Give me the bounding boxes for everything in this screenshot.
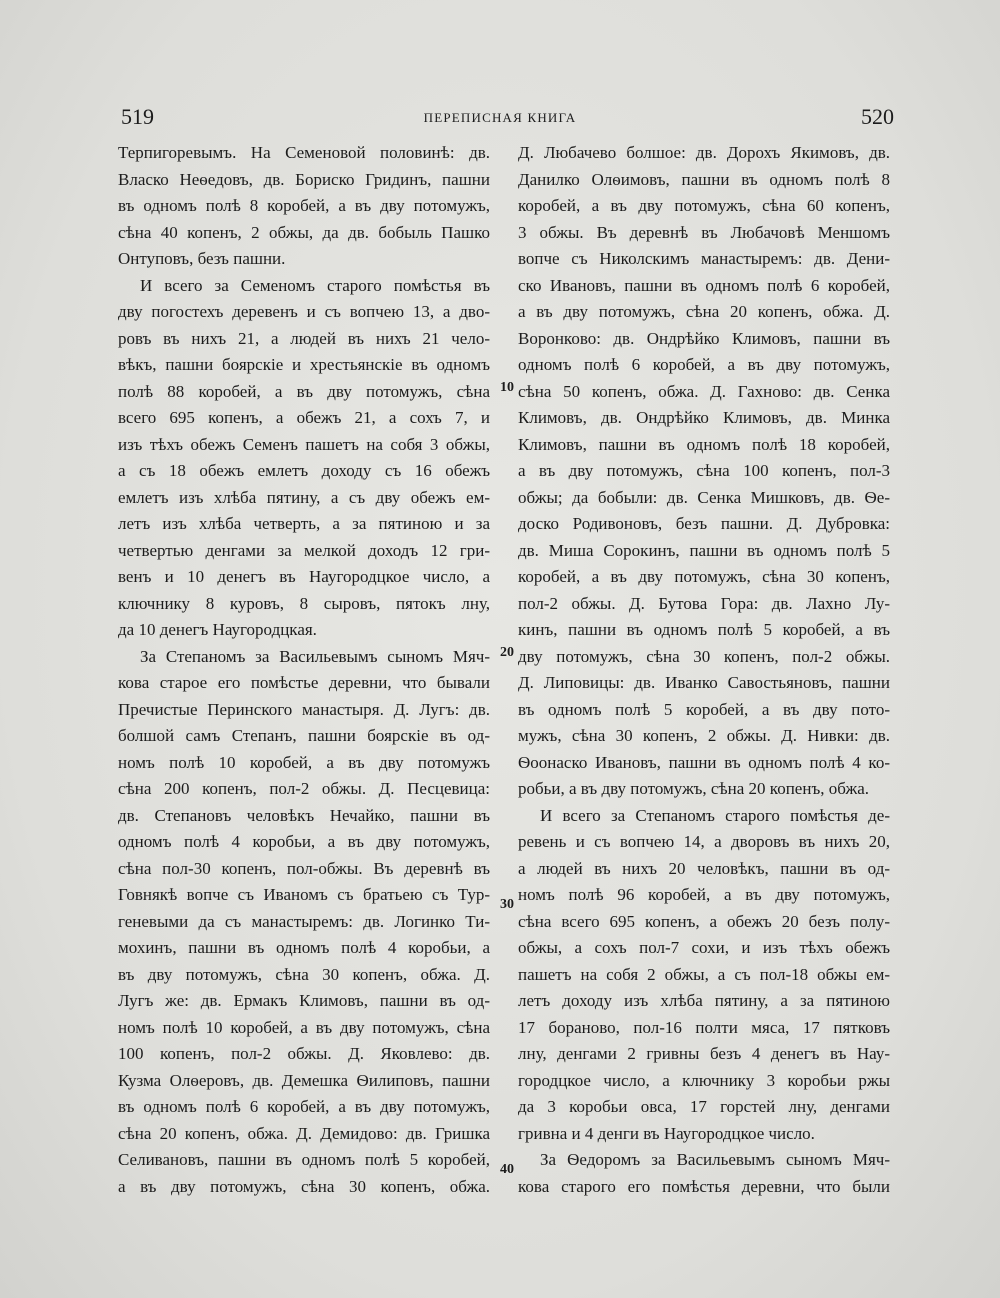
text-line: четвертью денгами за мелкой доходъ 12 гри- bbox=[118, 540, 490, 560]
text-line: обжы; да бобыли: дв. Сенка Мишковъ, дв. Ѳе- bbox=[518, 487, 890, 507]
text-line: И всего за Семеномъ старого помѣстья въ bbox=[140, 275, 490, 295]
text-line: сѣна 50 копенъ, обжа. Д. Гахново: дв. Сенка bbox=[518, 381, 890, 401]
text-line: изъ тѣхъ обежъ Семенъ пашетъ на собя 3 обжы, bbox=[118, 434, 490, 454]
text-line: ско Ивановъ, пашни въ одномъ полѣ 6 коробей, bbox=[518, 275, 890, 295]
text-line: номъ полѣ 10 коробей, а въ дву потомужъ bbox=[118, 752, 490, 772]
text-line: а въ дву потомужъ, сѣна 30 копенъ, обжа. bbox=[118, 1176, 490, 1196]
text-line: въ дву потомужъ, сѣна 30 копенъ, обжа. Д. bbox=[118, 964, 490, 984]
line-number: 30 bbox=[500, 897, 514, 912]
text-line: Воронково: дв. Ондрѣйко Климовъ, пашни въ bbox=[518, 328, 890, 348]
text-line: полѣ 88 коробей, а въ дву потомужъ, сѣна bbox=[118, 381, 490, 401]
text-line: Климовъ, дв. Ондрѣйко Климовъ, дв. Минка bbox=[518, 408, 890, 427]
text-line: робьи, а въ дву потомужъ, сѣна 20 копенъ, обжа. bbox=[518, 779, 869, 798]
text-line: пол-2 обжы. Д. Бутова Гора: дв. Лахно Лу- bbox=[518, 593, 890, 613]
text-line: Власко Неѳедовъ, дв. Бориско Гридинъ, пашни bbox=[118, 169, 490, 189]
text-line: вопче съ Николскимъ манастыремъ: дв. Дени- bbox=[518, 249, 890, 268]
text-line: дв. Миша Сорокинъ, пашни въ одномъ полѣ 5 bbox=[518, 540, 890, 560]
text-line: въ одномъ полѣ 8 коробей, а въ дву потомужъ, bbox=[118, 196, 490, 215]
text-line: венъ и 10 денегъ въ Наугородцкое число, а bbox=[118, 567, 490, 586]
text-line: Пречистые Перинского манастыря. Д. Лугъ: дв. bbox=[118, 699, 490, 719]
text-line: дву погостехъ деревенъ и съ вопчею 13, а дво- bbox=[118, 302, 490, 321]
text-line: номъ полѣ 96 коробей, а въ дву потомужъ, bbox=[518, 885, 890, 904]
running-title: ПЕРЕПИСНАЯ КНИГА bbox=[423, 110, 577, 125]
text-line: За Степаномъ за Васильевымъ сыномъ Мяч- bbox=[140, 646, 490, 666]
text-line: дв. Степановъ человѣкъ Нечайко, пашни въ bbox=[118, 805, 490, 825]
text-line: всего 695 копенъ, а обежъ 21, а сохъ 7, и bbox=[118, 408, 490, 427]
text-line: кова старого его помѣстья деревни, что были bbox=[518, 1176, 890, 1196]
text-line: Терпигоревымъ. На Семеновой половинѣ: дв. bbox=[118, 143, 490, 162]
text-line: мужъ, сѣна 30 копенъ, 2 обжы. Д. Нивки: дв. bbox=[518, 726, 890, 745]
text-line: номъ полѣ 10 коробей, а въ дву потомужъ, сѣна bbox=[118, 1017, 490, 1037]
text-line: Ѳоонаско Ивановъ, пашни въ одномъ полѣ 4 ко- bbox=[518, 752, 890, 772]
text-line: ключнику 8 куровъ, 8 сыровъ, пятокъ лну, bbox=[118, 593, 490, 613]
text-line: коробей, а въ дву потомужъ, сѣна 60 копенъ, bbox=[518, 196, 890, 215]
text-line: За Ѳедоромъ за Васильевымъ сыномъ Мяч- bbox=[540, 1150, 890, 1169]
text-line: ровъ въ нихъ 21, а людей въ нихъ 21 чело- bbox=[118, 328, 490, 348]
text-line: кова старое его помѣстье деревни, что бывали bbox=[118, 673, 490, 692]
text-line: одномъ полѣ 4 коробьи, а въ дву потомужъ, bbox=[118, 832, 490, 851]
text-line: Д. Липовицы: дв. Иванко Савостьяновъ, пашни bbox=[518, 673, 890, 692]
text-line: въ одномъ полѣ 5 коробей, а въ дву пото- bbox=[518, 699, 890, 719]
text-line: кинъ, пашни въ одномъ полѣ 5 коробей, а въ bbox=[518, 620, 890, 639]
text-line: Кузма Олѳеровъ, дв. Демешка Ѳилиповъ, пашни bbox=[118, 1070, 490, 1090]
text-line: доско Родивоновъ, безъ пашни. Д. Дубровка: bbox=[518, 514, 890, 533]
text-line: летъ доходу изъ хлѣба пятину, а за пятиною bbox=[518, 991, 890, 1010]
text-line: лну, денгами 2 гривны безъ 4 денегъ въ Нау- bbox=[518, 1044, 890, 1063]
text-line: городцкое число, а ключнику 3 коробьи ржы bbox=[518, 1070, 890, 1090]
text-line: Говнякѣ вопче съ Иваномъ съ братьею съ Тур- bbox=[118, 885, 490, 904]
text-line: сѣна 20 копенъ, обжа. Д. Демидово: дв. Гришка bbox=[118, 1123, 490, 1143]
text-line: ревень и съ вопчею 14, а дворовъ въ нихъ 20, bbox=[518, 832, 890, 851]
text-line: геневыми да съ манастыремъ: дв. Логинко Ти- bbox=[118, 911, 490, 931]
text-line: да 10 денегъ Наугородцкая. bbox=[118, 620, 317, 639]
left-column bbox=[118, 140, 490, 1200]
text-line: а людей въ нихъ 20 человѣкъ, пашни въ од- bbox=[518, 858, 890, 878]
text-line: пашетъ на собя 2 обжы, а съ пол-18 обжы ем- bbox=[518, 964, 890, 984]
text-line: а съ 18 обежъ емлетъ доходу съ 16 обежъ bbox=[118, 461, 490, 480]
text-line: сѣна всего 695 копенъ, а обежъ 20 безъ полу- bbox=[518, 911, 890, 931]
text-line: Селивановъ, пашни въ одномъ полѣ 5 коробей, bbox=[118, 1150, 490, 1169]
text-line: обжы, а сохъ пол-7 сохи, и изъ тѣхъ обежъ bbox=[518, 938, 890, 957]
text-line: одномъ полѣ 6 коробей, а въ дву потомужъ, bbox=[518, 355, 890, 374]
text-line: Д. Любачево болшое: дв. Дорохъ Якимовъ, дв. bbox=[518, 143, 890, 162]
page-header bbox=[0, 104, 1000, 136]
text-line: Лугъ же: дв. Ермакъ Климовъ, пашни въ од- bbox=[118, 991, 490, 1010]
right-column bbox=[518, 140, 890, 1200]
text-line: коробей, а въ дву потомужъ, сѣна 30 копенъ, bbox=[518, 567, 890, 586]
line-number: 10 bbox=[500, 380, 514, 395]
text-line: Данилко Олѳимовъ, пашни въ одномъ полѣ 8 bbox=[518, 169, 890, 189]
line-number: 40 bbox=[500, 1162, 514, 1177]
text-line: гривна и 4 денги въ Наугородцкое число. bbox=[518, 1123, 815, 1143]
text-line: болшой самъ Степанъ, пашни боярскіе въ од- bbox=[118, 726, 490, 745]
text-line: 17 бораново, пол-16 полти мяса, 17 пятковъ bbox=[518, 1017, 890, 1037]
text-line: а въ дву потомужъ, сѣна 20 копенъ, обжа. Д. bbox=[518, 302, 890, 321]
left-page-number: 519 bbox=[121, 104, 154, 129]
text-line: сѣна пол-30 копенъ, пол-обжы. Въ деревнѣ въ bbox=[118, 858, 490, 878]
text-line: мохинъ, пашни въ одномъ полѣ 4 коробьи, а bbox=[118, 938, 490, 957]
text-line: вѣкъ, пашни боярскіе и хрестьянскіе въ одномъ bbox=[118, 355, 490, 374]
text-line: дву потомужъ, сѣна 30 копенъ, пол-2 обжы. bbox=[518, 646, 890, 666]
text-line: емлетъ изъ хлѣба пятину, а съ дву обежъ ем- bbox=[118, 487, 490, 507]
text-line: Климовъ, пашни въ одномъ полѣ 18 коробей, bbox=[518, 434, 890, 454]
text-line: сѣна 40 копенъ, 2 обжы, да дв. бобыль Пашко bbox=[118, 222, 490, 242]
text-line: И всего за Степаномъ старого помѣстья де- bbox=[540, 805, 890, 825]
right-page-number: 520 bbox=[861, 104, 894, 129]
text-line: летъ изъ хлѣба четверть, а за пятиною и за bbox=[118, 514, 490, 533]
text-line: а въ дву потомужъ, сѣна 100 копенъ, пол-3 bbox=[518, 461, 890, 480]
text-line: 100 копенъ, пол-2 обжы. Д. Яковлево: дв. bbox=[118, 1044, 490, 1063]
text-line: въ одномъ полѣ 6 коробей, а въ дву потомужъ, bbox=[118, 1097, 490, 1116]
line-number: 20 bbox=[500, 645, 514, 660]
text-line: Онтуповъ, безъ пашни. bbox=[118, 249, 286, 268]
text-line: 3 обжы. Въ деревнѣ въ Любачовѣ Меншомъ bbox=[518, 222, 890, 242]
text-line: сѣна 200 копенъ, пол-2 обжы. Д. Песцевица: bbox=[118, 779, 490, 798]
text-line: да 3 коробьи овса, 17 горстей лну, денгами bbox=[518, 1097, 890, 1116]
